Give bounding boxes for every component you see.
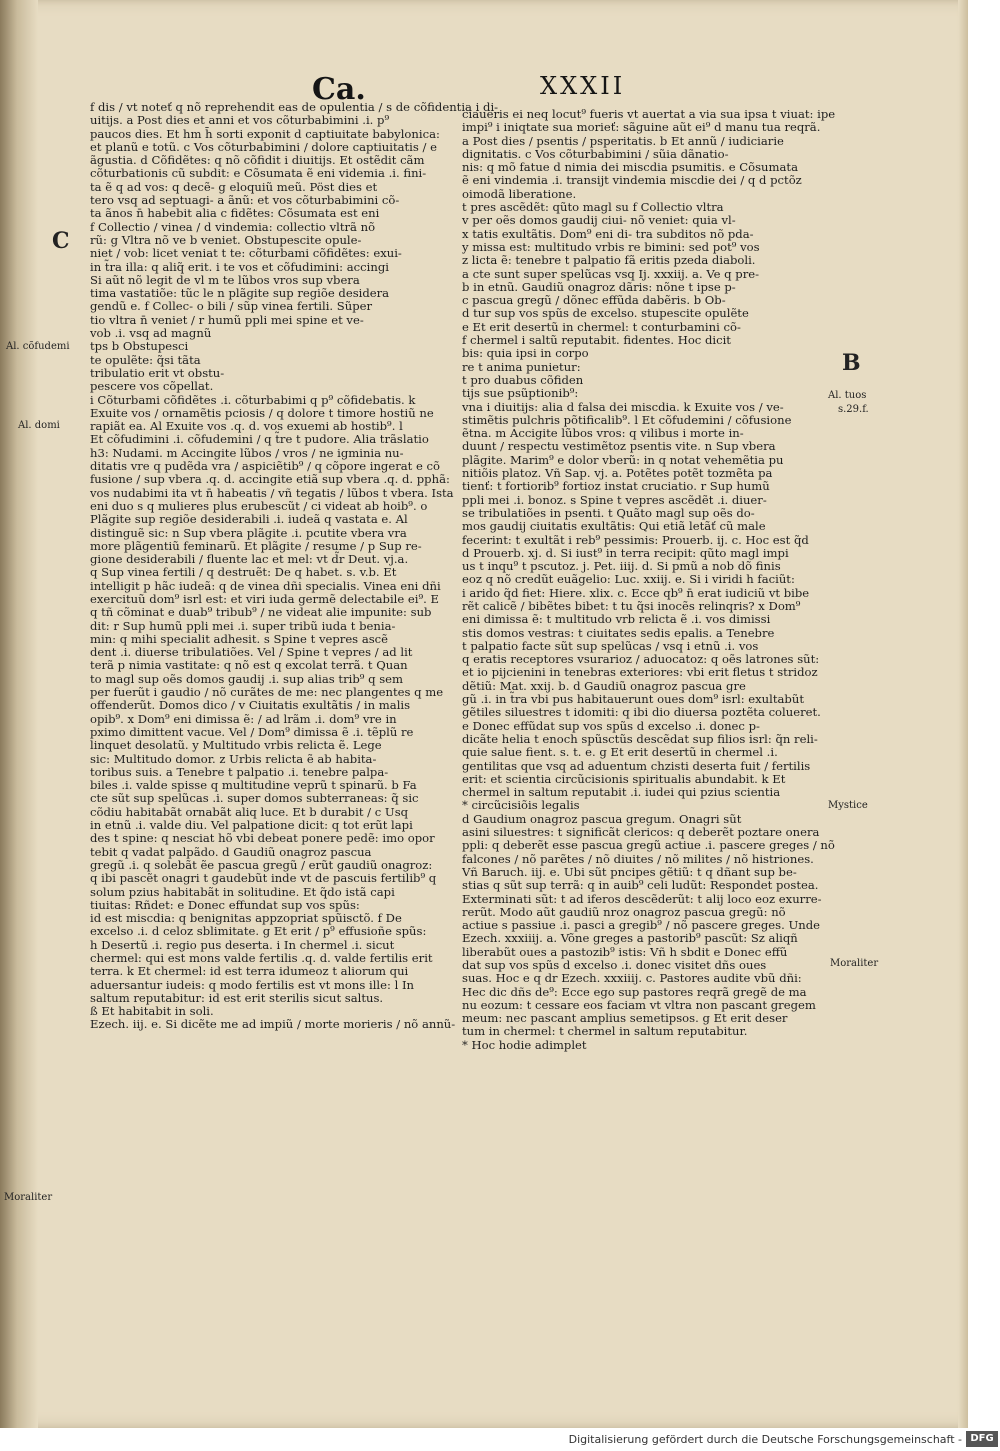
left-column-text-line: in etnũ .i. valde diu. Vel palpatione dicit: q tot erũt lapi [90,818,413,833]
left-column-text-line: et planũ e totũ. c Vos cõturbabimini / dolore captiuitatis / e [90,139,437,154]
right-column-text-line: i arido q̃d fiet: Hiere. xlix. c. Ecce qb⁹ n̄ erat iudiciũ vt bibe [462,585,810,600]
right-column-text-line: liberabũt oues a pastozib⁹ istis: Vñ h sbdit e Donec effũ [462,944,788,959]
right-column-text-line: e Donec effũdat sup vos spũs d excelso .i. donec p- [462,718,760,733]
right-column-text-line: x tatis exultãtis. Dom⁹ eni di- tra subditos nõ pda- [462,226,754,241]
right-column-text-line: ẽ eni vindemia .i. transijt vindemia miscdie dei / q d pctõz [462,173,802,188]
left-column-text-line: tero vsq ad septuagi- a ãnũ: et vos cõturbabimini cõ- [90,193,400,208]
right-column-text-line: e Et erit desertũ in chermel: t conturbamini cõ- [462,319,741,334]
right-column-text-line: erit: et scientia circũcisionis spiritualis abundabit. k Et [462,771,786,786]
right-column-text-line: f chermel i saltũ reputabit. fidentes. Hoc dicit [462,333,731,348]
left-column-text-line: des t spine: q nesciat hõ vbi debeat ponere pedẽ: imo opor [90,831,435,846]
margin-note-mystice: Mystice [828,800,868,811]
right-column-text-line: * circũcisiõis legalis [462,798,580,813]
right-column-text-line: rẽt calicẽ / bibẽtes bibet: t tu q̃si inocẽs relinqris? x Dom⁹ [462,598,801,613]
left-column-text-line: uitijs. a Post dies et anni et vos cõturbabimini .i. p⁹ [90,113,390,128]
left-column-text-line: niet / vob: licet veniat t te: cõturbami cõfidẽtes: exui- [90,246,402,261]
right-column-text-line: d tur sup vos spũs de excelso. stupescite opulẽte [462,306,749,321]
left-column-text-line: exercituũ dom⁹ isrl est: et viri iuda germẽ delectabile ei⁹. E [90,591,439,606]
right-column-text-line: eni dimissa ẽ: t multitudo vrb relicta ẽ .i. vos dimissi [462,612,771,627]
left-column-text-line: linquet desolatũ. y Multitudo vrbis relicta ẽ. Lege [90,738,382,753]
left-column-text-line: tps b Obstupesci [90,339,189,354]
right-column-text-line: suas. Hoc e q dr Ezech. xxxiiij. c. Pastores audite vbũ dñi: [462,971,802,986]
right-column-text-line: bis: quia ipsi in corpo [462,346,589,361]
left-column-text-line: tebit q vadat palpãdo. d Gaudiũ onagroz pascua [90,844,372,859]
right-column-text-line: plãgite. Marim⁹ e dolor vberũ: in q notat vehemẽtia pu [462,452,784,467]
margin-letter-c: C [52,228,70,254]
right-column-text-line: duunt / respectu vestimẽtoz psentis vite. n Sup vbera [462,439,776,454]
left-column-text-line: vos nudabimi ita vt n̄ habeatis / vñ tegatis / lũbos t vbera. Ista [90,485,454,500]
footer-bar [0,1428,1000,1451]
left-column-text-line: eni duo s q mulieres plus erubescũt / ci videat ab hoib⁹. o [90,498,428,513]
left-column-text-line: per fuerũt i gaudio / nõ curãtes de me: nec plangentes q me [90,685,444,700]
left-column-text-line: h3: Nudami. m Accingite lũbos / vros / ne igminia nu- [90,445,404,460]
right-column-text-line: actiue s passiue .i. pasci a gregib⁹ / nõ pascere greges. Unde [462,918,821,933]
dfg-logo: DFG [966,1431,998,1447]
left-column-text-line: terã p nimia vastitate: q nõ est q excolat terrã. t Quan [90,658,408,673]
right-column-text-line: dẽtiũ: Mat. xxij. b. d Gaudiũ onagroz pascua gre [462,678,746,693]
right-column-text-line: gũ .i. in t̃ra vbi pus habitauerunt oues dom⁹ isrl: exultabũt [462,692,804,707]
right-column-text-line: q eratis receptores vsurarioz / aduocatoz: q oẽs latrones sũt: [462,652,820,667]
right-column-text-line: Hec dic dñs de⁹: Ecce ego sup pastores reqrã gregẽ de ma [462,984,807,999]
right-column-text-line: falcones / nõ parẽtes / nõ diuites / nõ milites / nõ histriones. [462,851,814,866]
left-column-text-line: offenderũt. Domos dico / v Ciuitatis exultãtis / in malis [90,698,411,713]
left-column-text-line: vob .i. vsq ad magnũ [90,326,212,341]
right-column-text-line: dat sup vos spũs d excelso .i. donec visitet dñs oues [462,958,767,972]
left-column-text-line: biles .i. valde spisse q multitudine veprũ t spinarũ. b Fa [90,778,417,793]
right-column-text-line: tijs sue psũptionib⁹: [462,386,579,401]
right-column-text-line: dicãte helia t enoch spũsctũs descẽdat sup filios isrl: q̃n reli- [462,731,818,746]
right-column-text-line: a Post dies / psentis / psperitatis. b Et annũ / iudiciarie [462,133,784,148]
left-column-text-line: f Collectio / vinea / d vindemia: collectio vltrã nõ [90,219,376,234]
right-column-text-line: tum in chermel: t chermel in saltum reputabitur. [462,1024,748,1039]
left-column-text-line: cõdiu habitabãt ornabãt aliq luce. Et b durabit / c Usq [90,804,409,819]
right-column-text-line: nitiõis platoz. Vñ Sap. vj. a. Potẽtes potẽt tozmẽta pa [462,466,773,481]
page-gutter [0,0,38,1428]
right-column-text-line: z licta ẽ: tenebre t palpatio fã eritis pzeda diaboli. [462,253,756,268]
right-column-text-line: ppli: q deberẽt esse pascua gregũ actiue .i. pascere greges / nõ [462,838,835,853]
left-column-text-line: dent .i. diuerse tribulatiões. Vel / Spine t vepres / ad lit [90,645,413,660]
right-column-text-line: ẽtna. m Accigite lũbos vros: q vilibus i morte in- [462,426,744,441]
left-column-text-line: aduersantur iudeis: q modo fertilis est vt mons ille: l In [90,977,415,992]
left-column-text-line: ß Et habitabit in soli. [90,1004,214,1019]
left-column-text-line: tima vastatiõe: tũc le n plãgite sup regiõe desidera [90,286,390,301]
right-column-text-line: fecerint: t exultãt i reb⁹ pessimis: Prouerb. ij. c. Hoc est q̃d [462,532,809,547]
left-column-text-line: te opulẽte: q̃si tãta [90,352,201,367]
right-column-text-line: v per oẽs domos gaudij ciui- nõ veniet: quia vl- [462,213,736,228]
left-column-text-line: more plãgentiũ feminarũ. Et plãgite / resume / p Sup re- [90,538,422,553]
right-column-text-line: asini siluestres: t significãt clericos: q deberẽt poztare onera [462,825,820,840]
right-column-text-line: c pascua gregũ / dõnec effũda dabẽris. b Ob- [462,293,726,308]
right-column-text-line: nis: q mõ fatue d nimia dei miscdia psumitis. e Cõsumata [462,160,799,175]
right-column-text-line: ciaueris ei neq locut⁹ fueris vt auertat a via sua ipsa t viuat: ipe [462,107,836,121]
right-column-text-line: t pres ascẽdẽt: qũto magl su f Collectio vltra [462,200,724,215]
chapter-heading: Ca. [312,72,366,107]
right-column-text-line: oimodã liberatione. [462,186,577,201]
right-column-text-line: a cte sunt super spelũcas vsq Ij. xxxiij. a. Ve q pre- [462,266,760,281]
left-column-text-line: terra. k Et chermel: id est terra idumeoz t aliorum qui [90,964,409,979]
right-column-text-line: stis domos vestras: t ciuitates sedis epalis. a Tenebre [462,625,775,640]
folio-number: XXXII [540,72,626,100]
right-column-text-line: d Prouerb. xj. d. Si iust⁹ in terra recipit: qũto magl impi [462,545,789,560]
right-column-text-line: meum: nec pascant amplius semetipsos. g Et erit deser [462,1011,788,1026]
left-column-text-line: intelligit p hãc iudeã: q de vinea dñi specialis. Vinea eni dñi [90,578,441,593]
left-column-text-line: sic: Multitudo domor. z Urbis relicta ẽ ab habita- [90,751,377,766]
right-column-text-line: Vñ Baruch. iij. e. Ubi sũt pncipes gẽtiũ: t q dñant sup be- [462,864,797,879]
left-column-text-line: gendũ e. f Collec- o bili / sũp vinea fertili. Sũper [90,299,373,314]
left-column-text-line: paucos dies. Et hm h̄ sorti exponit d captiuitate babylonica: [90,126,440,141]
left-column-text-line: chermel: qui est mons valde fertilis .q. d. valde fertilis erit [90,951,433,965]
left-column-text-line: tiuitas: Rñdet: e Donec effundat sup vos spũs: [90,897,360,912]
margin-letter-b: B [842,350,861,376]
left-column-text-line: Plãgite sup regiõe desiderabili .i. iudeã q vastata e. Al [90,512,408,527]
right-column-text-line: us t inqu⁹ t pscutoz. j. Pet. iiij. d. Si pmũ a nob dõ finis [462,559,781,574]
margin-note-moraliter-right: Moraliter [830,958,879,969]
left-column-text-line: dit: r Sup humũ ppli mei .i. super tribũ iuda t benia- [90,618,396,633]
left-column-text-line: Si aũt nõ legit de vl m te lũbos vros sup vbera [90,272,360,287]
left-column-text-line: rũ: g Vltra nõ ve b veniet. Obstupescite opule- [90,232,362,247]
left-column-text-line: min: q mihi specialit adhesit. s Spine t vepres ascẽ [90,631,389,646]
right-column-text-line: eoz q nõ credũt euãgelio: Luc. xxiij. e. Si i viridi h faciũt: [462,572,795,587]
right-column-text-line: y missa est: multitudo vrbis re bimini: sed pot⁹ vos [462,239,760,254]
margin-note-moraliter: Moraliter [4,1192,53,1203]
right-column-text-line: b in etnũ. Gaudiũ onagroz dãris: nõne t ipse p- [462,279,736,294]
right-column-text-line: t pro duabus cõfiden [462,372,584,387]
left-column-text-line: to magl sup oẽs domos gaudij .i. sup alias trib⁹ q sem [90,671,404,686]
right-column-text-line: gẽtiles siluestres t idomiti: q ibi dio diuersa poztẽta colueret. [462,705,821,720]
left-column-text-line: ditatis vre q pudẽda vra / aspiciẽtib⁹ / q cõpore ingerat e cõ [90,459,441,474]
right-column-text-line: stias q sũt sup terrã: q in auib⁹ celi ludũt: Respondet postea. [462,878,819,893]
left-column-text-line: f dis / vt noteť q nõ reprehendit eas de opulentia / s de cõfidentia i di- [90,100,499,114]
left-column-text-line: solum pzius habitabãt in solitudine. Et q̃do istã capi [90,884,395,899]
left-column-text-line: q tñ cõminat e duab⁹ tribub⁹ / ne videat alie impunite: sub [90,605,432,620]
left-column-text-line: excelso .i. d celoz sblimitate. g Et erit / p⁹ effusioñe spũs: [90,924,427,939]
right-column-text-line: tienť: t fortiorib⁹ fortioz instat cruciatio. r Sup humũ [462,479,770,494]
left-column-text-line: opib⁹. x Dom⁹ eni dimissa ẽ: / ad lrãm .i. dom⁹ vre in [90,711,397,726]
left-column-text-line: gione desiderabili / fluente lac et mel: vt d̃r Deut. vj.a. [90,552,409,567]
left-text-column [90,100,499,1032]
right-column-text-line: se tribulatiões in psenti. t Quãto magl sup oẽs do- [462,505,755,520]
left-column-text-line: ta ẽ q ad vos: q decẽ- g eloquiũ meũ. Pöst dies et [90,179,378,194]
left-column-text-line: q Sup vinea fertili / q destruẽt: De q habet. s. v.b. Et [90,565,397,580]
left-column-text-line: tribulatio erit vt obstu- [90,365,225,380]
funding-notice: Digitalisierung gefördert durch die Deutsche Forschungsgemeinschaft - [568,1433,962,1446]
left-column-text-line: h Desertũ .i. regio pus deserta. i In chermel .i. sicut [90,937,395,952]
margin-note-ref: s.29.f. [838,404,869,415]
right-column-text-line: et io pijcienini in tenebras exteriores: vbi erit fletus t stridoz [462,665,818,680]
right-column-text-line: chermel in saltum reputabit .i. iudei qui pzius scientia [462,785,781,800]
right-column-text-line: mos gaudij ciuitatis exultãtis: Qui etiã letãť cũ male [462,519,766,534]
margin-note-cofudemi: Al. cõfudemi [6,341,70,352]
right-text-column [462,107,836,1052]
left-column-text-line: pescere vos cõpellat. [90,379,214,394]
left-column-text-line: q ibi pascẽt onagri t gaudebũt inde vt de pascuis fertilib⁹ q [90,871,437,886]
right-column-text-line: Exterminati sũt: t ad iferos descẽderũt: t alij loco eoz exurre- [462,891,822,906]
left-column-text-line: ta ãnos n̄ habebit alia c fidẽtes: Cõsumata est eni [90,206,380,221]
right-column-text-line: Ezech. xxxiiij. a. Võne greges a pastorib⁹ pascũt: Sz aliqñ [462,931,798,946]
left-column-text-line: Et cõfudimini .i. cõfudemini / q t̃re t pudore. Alia trãslatio [90,432,429,447]
right-column-text-line: dignitatis. c Vos cõturbabimini / sũia dãnatio- [462,146,729,161]
right-column-text-line: re t anima punietur: [462,359,581,374]
left-column-text-line: toribus suis. a Tenebre t palpatio .i. tenebre palpa- [90,764,389,779]
left-column-text-line: tio vltra n̄ veniet / r humũ ppli mei spine et ve- [90,312,364,327]
left-column-text-line: rapiãt ea. Al Exuite vos .q. d. vos exuemi ab hostib⁹. l [90,419,403,434]
left-column-text-line: distinguẽ sic: n Sup vbera plãgite .i. pcutite vbera vra [90,525,407,540]
right-column-text-line: * Hoc hodie adimplet [462,1037,587,1052]
right-column-text-line: t palpatio facte sũt sup spelũcas / vsq i etnũ .i. vos [462,638,759,653]
right-column-text-line: rerũt. Modo aũt gaudiũ nroz onagroz pascua gregũ: nõ [462,904,786,919]
left-column-text-line: pximo dimittent vacue. Vel / Dom⁹ dimissa ẽ .i. tẽplũ re [90,724,414,739]
right-column-text-line: nu eozum: t cessare eos faciam vt vltra non pascant gregem [462,997,816,1012]
left-column-text-line: fusione / sup vbera .q. d. accingite etiã sup vbera .q. d. pphã: [90,472,450,487]
left-column-text-line: gregũ .i. q solebãt ẽe pascua gregũ / erũt gaudiũ onagroz: [90,857,433,872]
right-column-text-line: quie salue fient. s. t. e. g Et erit desertũ in chermel .i. [462,745,778,760]
margin-note-domi: Al. domi [18,420,60,431]
left-column-text-line: Ezech. iij. e. Si dicẽte me ad impiũ / morte morieris / nõ annũ- [90,1017,456,1032]
left-column-text-line: id est miscdia: q benignitas appzopriat spũisctõ. f De [90,911,402,926]
right-column-text-line: vna i diuitijs: alia d falsa dei miscdia. k Exuite vos / ve- [462,399,784,414]
left-column-text-line: in t̃ra illa: q aliq̃ erit. i te vos et cõfudimini: accingi [90,259,389,274]
left-column-text-line: saltum reputabitur: id est erit sterilis sicut saltus. [90,990,384,1005]
left-column-text-line: cte sũt sup spelũcas .i. super domos subterraneas: q̃ sic [90,791,419,806]
left-column-text-line: Exuite vos / ornamẽtis pciosis / q dolore t timore hostiũ ne [90,405,434,420]
page-edge [958,0,968,1428]
right-column-text-line: gentilitas que vsq ad aduentum chzisti deserta fuit / fertilis [462,758,811,773]
left-column-text-line: cõturbationis cũ subdit: e Cõsumata ẽ eni videmia .i. fini- [90,166,427,181]
right-column-text-line: d Gaudium onagroz pascua gregum. Onagri sũt [462,811,742,826]
left-column-text-line: ãgustia. d Cõfidẽtes: q nõ cõfidit i diuitijs. Et ostẽdit cãm [90,153,425,168]
margin-note-al-tuos: Al. tuos [828,390,867,401]
right-column-text-line: impi⁹ i iniqtate sua morieť: sãguine aũt ei⁹ d manu tua reqrã. [462,120,821,135]
right-column-text-line: ppli mei .i. bonoz. s Spine t vepres ascẽdẽt .i. diuer- [462,492,767,507]
left-column-text-line: i Cõturbami cõfidẽtes .i. cõturbabimi q p⁹ cõfidebatis. k [90,392,416,407]
right-column-text-line: stimẽtis pulchris põtificalib⁹. l Et cõfudemini / cõfusione [462,412,792,427]
